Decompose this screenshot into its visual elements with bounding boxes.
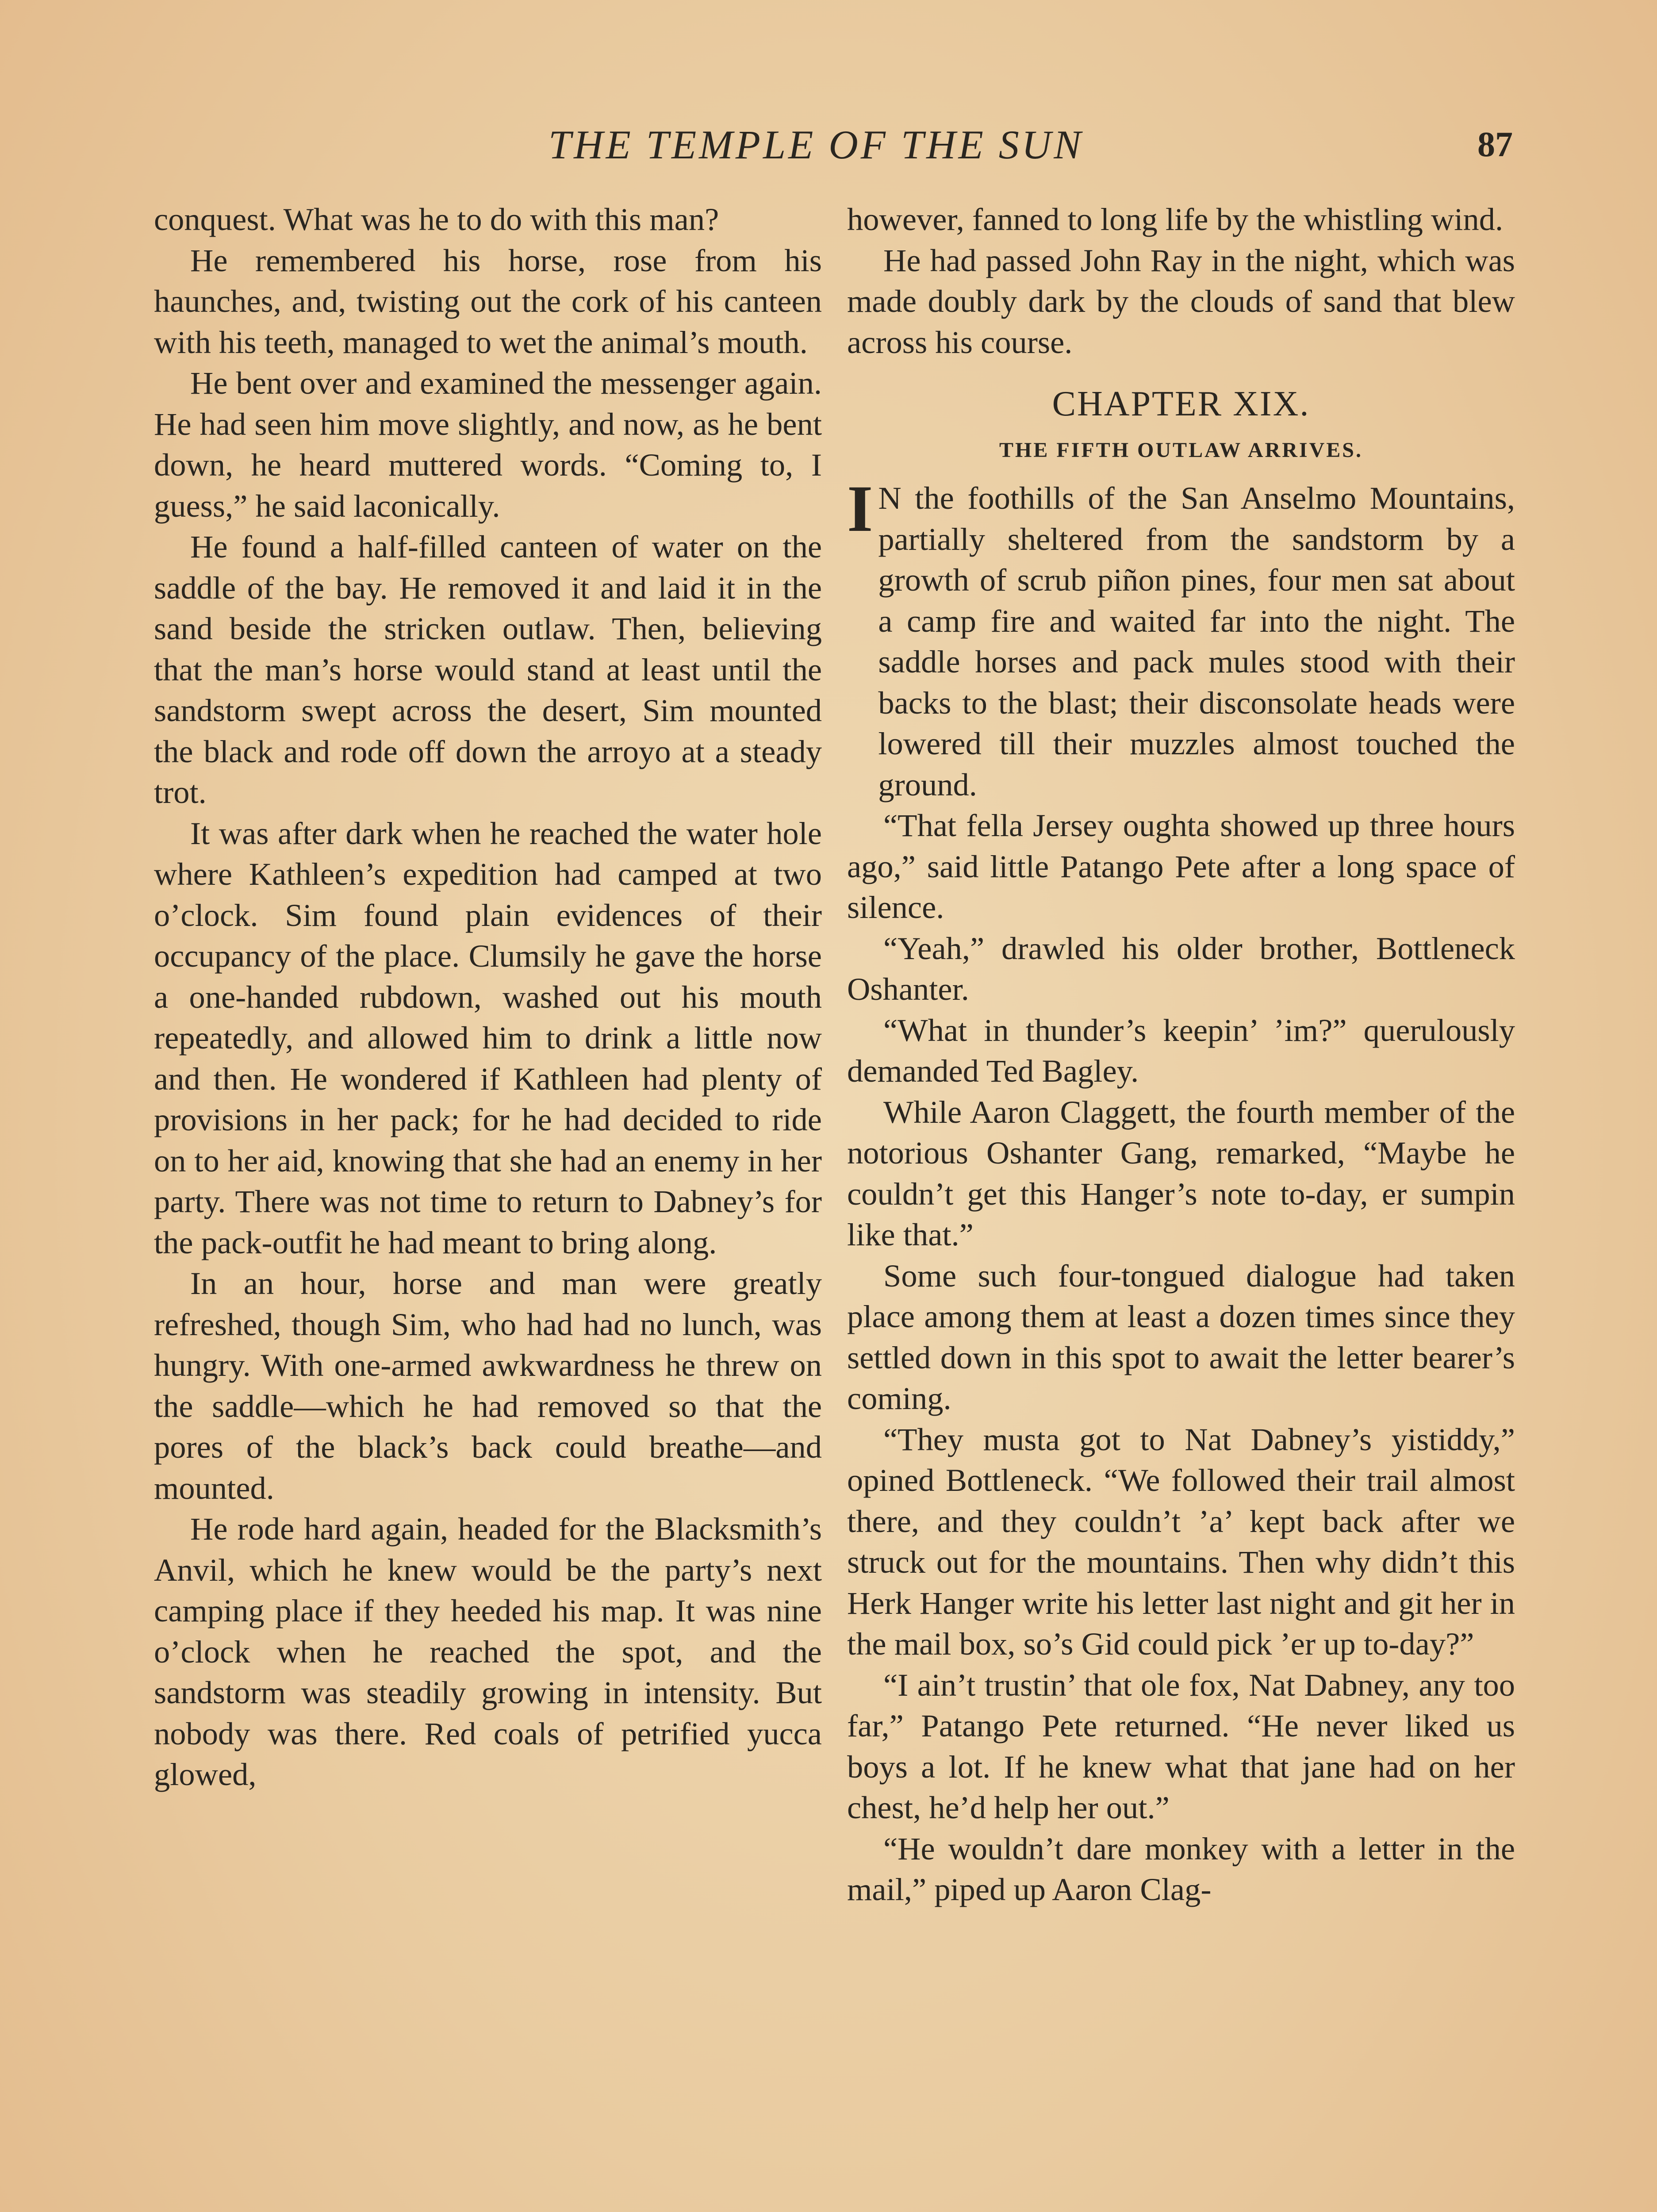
paragraph: He remembered his horse, rose from his haunches, and, twisting out the cork of his canteen with his teeth, managed to wet the animal’s mouth.	[154, 242, 822, 360]
chapter-opening	[847, 472, 1515, 805]
running-title: THE TEMPLE OF THE SUN	[548, 122, 1084, 167]
paragraph: He had passed John Ray in the night, which was made doubly dark by the clouds of sand that blew across his course.	[847, 242, 1515, 360]
right-column	[847, 199, 1515, 1910]
paragraph: however, fanned to long life by the whistling wind.	[847, 201, 1504, 237]
paragraph: “They musta got to Nat Dabney’s yistiddy,” opined Bottleneck. “We followed their trail almost there, and they couldn’t ’a’ kept back after we struck out for the mountains. Then why didn’t this Herk Hanger write his letter last night and git her in the mail box, so’s Gid could pick ’er up to-day?”	[847, 1421, 1515, 1662]
page-number: 87	[1477, 125, 1513, 164]
paragraph: He rode hard again, headed for the Blacksmith’s Anvil, which he knew would be the party’s next camping place if they heeded his map. It was nine o’clock when he reached the spot, and the sandstorm was steadily growing in intensity. But nobody was there. Red coals of petrified yucca glowed,	[154, 1511, 822, 1792]
left-column	[154, 199, 822, 1795]
paragraph: “He wouldn’t dare monkey with a letter in the mail,” piped up Aaron Clag-	[847, 1830, 1515, 1907]
paragraph: While Aaron Claggett, the fourth member of the notorious Oshanter Gang, remarked, “Maybe he couldn’t get this Hanger’s note to-day, er sumpin like that.”	[847, 1094, 1515, 1252]
paragraph: “That fella Jersey oughta showed up three hours ago,” said little Patango Pete after a long space of silence.	[847, 807, 1515, 925]
paragraph: “Yeah,” drawled his older brother, Bottleneck Oshanter.	[847, 930, 1515, 1007]
paragraph: “What in thunder’s keepin’ ’im?” querulously demanded Ted Bagley.	[847, 1012, 1515, 1089]
paragraph: conquest. What was he to do with this man?	[154, 201, 719, 237]
page-header	[150, 116, 1513, 173]
paragraph: He bent over and examined the messenger again. He had seen him move slightly, and now, as he bent down, he heard muttered words. “Coming to, I guess,” he said laconically.	[154, 365, 822, 524]
chapter-subtitle: THE FIFTH OUTLAW ARRIVES.	[999, 438, 1363, 462]
paragraph: Some such four-tongued dialogue had taken place among them at least a dozen times since they settled down in this spot to await the letter bearer’s coming.	[847, 1257, 1515, 1416]
paragraph: In an hour, horse and man were greatly refreshed, though Sim, who had had no lunch, was hungry. With one-armed awkwardness he threw on the saddle—which he had removed so that the pores of the black’s back could breathe—and mounted.	[154, 1265, 822, 1506]
paragraph: N the foothills of the San Anselmo Mountains, partially sheltered from the sandstorm by a growth of scrub piñon pines, four men sat about a camp fire and waited far into the night. The saddle horses and pack mules stood with their backs to the blast; their disconsolate heads were lowered till their muzzles almost touched the ground.	[878, 480, 1515, 803]
chapter-title: CHAPTER XIX.	[1052, 384, 1310, 423]
paragraph: He found a half-filled canteen of water on the saddle of the bay. He removed it and laid it in the sand beside the stricken outlaw. Then, believing that the man’s horse would stand at least until the sandstorm swept across the desert, Sim mounted the black and rode off down the arroyo at a steady trot.	[154, 529, 822, 810]
drop-cap: I	[847, 472, 873, 545]
paragraph: It was after dark when he reached the water hole where Kathleen’s expedition had camped at two o’clock. Sim found plain evidences of their occupancy of the place. Clumsily he gave the horse a one-handed rubdown, washed out his mouth repeatedly, and allowed him to drink a little now and then. He wondered if Kathleen had plenty of provisions in her pack; for he had decided to ride on to her aid, knowing that she had an enemy in her party. There was not time to return to Dabney’s for the pack-outfit he had meant to bring along.	[154, 815, 822, 1260]
paragraph: “I ain’t trustin’ that ole fox, Nat Dabney, any too far,” Patango Pete returned. “He never liked us boys a lot. If he knew what that jane had on her chest, he’d help her out.”	[847, 1667, 1515, 1825]
